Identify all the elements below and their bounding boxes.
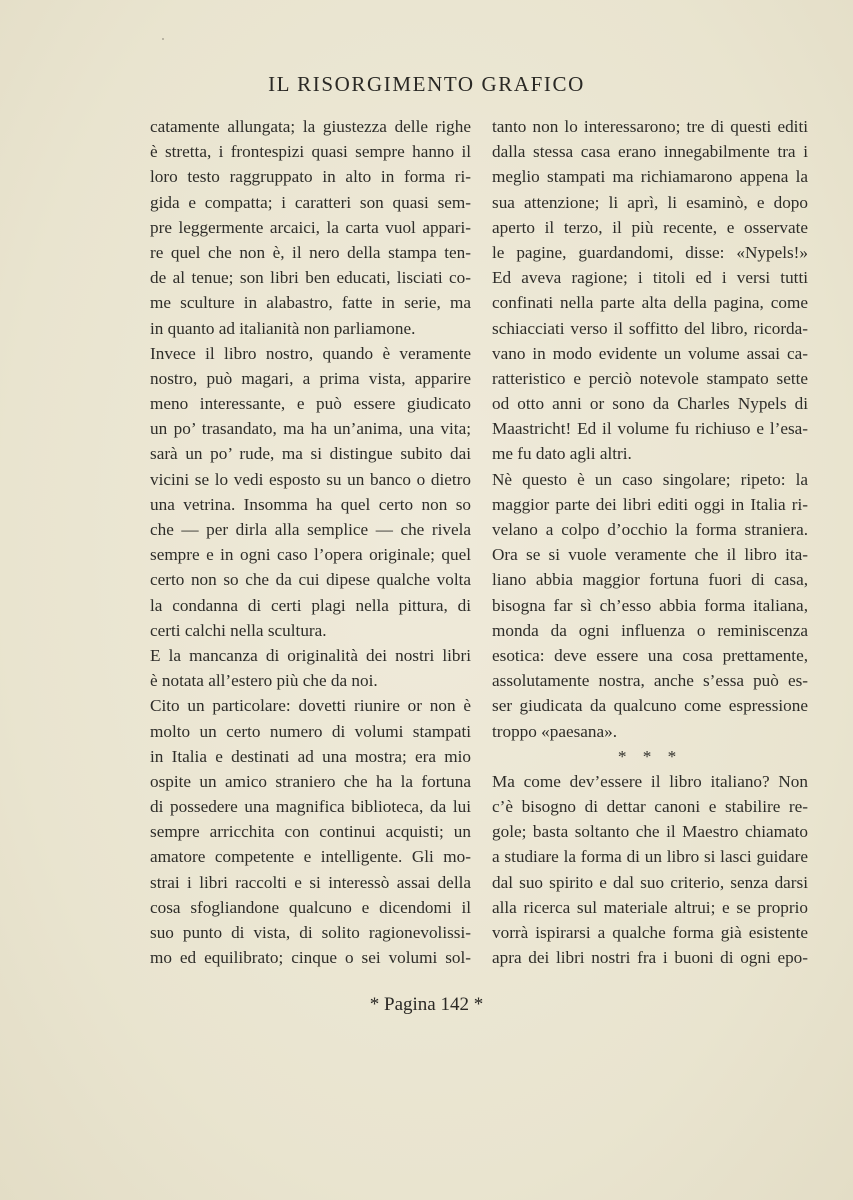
text-line: a studiare la forma di un libro si lasci guidare [492, 847, 808, 867]
text-line: meno interessante, e può essere giudicato [150, 394, 471, 414]
text-line: dalla stessa casa erano innegabilmente tra i [492, 142, 808, 162]
text-line: monda da ogni influenza o reminiscenza [492, 620, 808, 640]
text-line: esotica: deve essere una cosa prettamente, [492, 645, 808, 665]
text-line: Nè questo è un caso singolare; ripeto: la [492, 469, 808, 489]
paper-speck [162, 38, 164, 40]
text-line: me sculture in alabastro, fatte in serie, ma [150, 293, 471, 313]
text-line: certo non so che da cui dipese qualche volta [150, 570, 471, 590]
text-line: mo ed equilibrato; cinque o sei volumi sol- [150, 948, 471, 968]
right-text-column [492, 114, 808, 970]
text-line: suo punto di vista, di solito ragionevolissi- [150, 923, 471, 942]
text-line: loro testo raggruppato in alto in forma ri- [150, 167, 471, 187]
text-line: certi calchi nella scultura. [150, 620, 327, 640]
text-line: dal suo spirito e dal suo criterio, senza darsi [492, 872, 808, 892]
text-line: in Italia e destinati ad una mostra; era mio [150, 746, 471, 766]
text-line: schiacciati verso il soffitto del libro, ricorda- [492, 318, 808, 338]
text-line: Maastricht! Ed il volume fu richiuso e l’esa- [492, 419, 808, 439]
text-line: ospite un amico straniero che ha la fortuna [150, 771, 471, 791]
text-line: assolutamente nostra, anche s’essa può es- [492, 671, 808, 691]
text-line: una vetrina. Insomma ha quel certo non so [150, 494, 471, 514]
text-line: Cito un particolare: dovetti riunire or non è [150, 696, 471, 716]
text-line: in quanto ad italianità non parliamone. [150, 318, 416, 338]
text-line: alla ricerca sul materiale altrui; e se proprio [492, 897, 808, 917]
text-line: aperto il terzo, il più recente, e osservate [492, 217, 808, 237]
text-line: vano in modo evidente un volume assai ca- [492, 343, 808, 363]
text-line: apra dei libri nostri fra i buoni di ogni epo- [492, 948, 808, 968]
text-line: la condanna di certi plagi nella pittura, di [150, 595, 471, 615]
text-line: catamente allungata; la giustezza delle righe [150, 117, 471, 136]
text-line: ratteristico e perciò notevole stampato sette [492, 368, 808, 388]
text-line: confinati nella parte alta della pagina, come [492, 293, 808, 313]
text-line: che — per dirla alla semplice — che rivela [150, 520, 471, 539]
text-line: troppo «paesana». [492, 721, 618, 741]
text-line: Ora se si vuole veramente che il libro ita- [492, 545, 808, 565]
left-text-column [150, 114, 471, 970]
text-line: meglio stampati ma richiamarono appena la [492, 167, 808, 187]
text-line: sarà un po’ rude, ma si distingue subito dai [150, 444, 471, 464]
text-line: od otto anni or sono da Charles Nypels di [492, 394, 808, 414]
text-line: sempre e in ogni caso l’opera originale; quel [150, 545, 471, 565]
text-line: è stretta, i frontespizi quasi sempre hanno il [150, 142, 471, 162]
text-line: gida e compatta; i caratteri son quasi sem- [150, 192, 471, 212]
text-line: bisogna far sì ch’esso abbia forma italiana, [492, 595, 808, 615]
page-folio: * Pagina 142 * [369, 994, 484, 1015]
text-line: c’è bisogno di dettar canoni e stabilire re- [492, 797, 808, 817]
text-line: de al tenue; son libri ben educati, lisciati co- [150, 268, 471, 288]
text-line: sua attenzione; li aprì, li esaminò, e dopo [492, 192, 808, 212]
text-line: vicini se lo vedi esposto su un banco o dietro [150, 469, 471, 489]
text-line: sempre arricchita con continui acquisti; un [150, 822, 471, 842]
text-line: cosa sfogliandone qualcuno e dicendomi il [150, 897, 471, 917]
text-line: me fu dato agli altri. [492, 444, 632, 464]
text-line: Invece il libro nostro, quando è veramente [150, 343, 471, 363]
text-line: vorrà ispirarsi a qualche forma già esistente [492, 923, 808, 942]
text-line: amatore competente e intelligente. Gli mo- [150, 847, 471, 867]
text-line: pre leggermente arcaici, la carta vuol appari- [150, 217, 471, 237]
text-line: Ed aveva ragione; i titoli ed i versi tutti [492, 268, 808, 288]
text-line: è notata all’estero più che da noi. [150, 671, 378, 691]
text-line: ser giudicata da qualcuno come espressione [492, 696, 808, 716]
text-line: di possedere una magnifica biblioteca, da lui [150, 797, 471, 817]
text-line: liano abbia maggior fortuna fuori di casa, [492, 570, 808, 590]
text-line: maggior parte dei libri editi oggi in Italia ri- [492, 494, 808, 514]
text-line: velano a colpo d’occhio la forma straniera. [492, 520, 808, 539]
section-separator: * * * [617, 746, 683, 766]
text-line: strai i libri raccolti e si interessò assai della [150, 872, 471, 892]
text-line: tanto non lo interessarono; tre di questi editi [492, 117, 808, 136]
text-line: E la mancanza di originalità dei nostri libri [150, 645, 471, 665]
text-line: gole; basta soltanto che il Maestro chiamato [492, 822, 808, 842]
text-line: re quel che non è, il nero della stampa ten- [150, 242, 471, 262]
text-line: molto un certo numero di volumi stampati [150, 721, 471, 741]
running-title: IL RISORGIMENTO GRAFICO [268, 72, 585, 96]
text-line: un po’ trasandato, ma ha un’anima, una vita; [150, 419, 471, 439]
text-line: nostro, può magari, a prima vista, apparire [150, 368, 471, 388]
text-line: le pagine, guardandomi, disse: «Nypels!» [492, 242, 808, 262]
text-line: Ma come dev’essere il libro italiano? Non [492, 771, 808, 791]
